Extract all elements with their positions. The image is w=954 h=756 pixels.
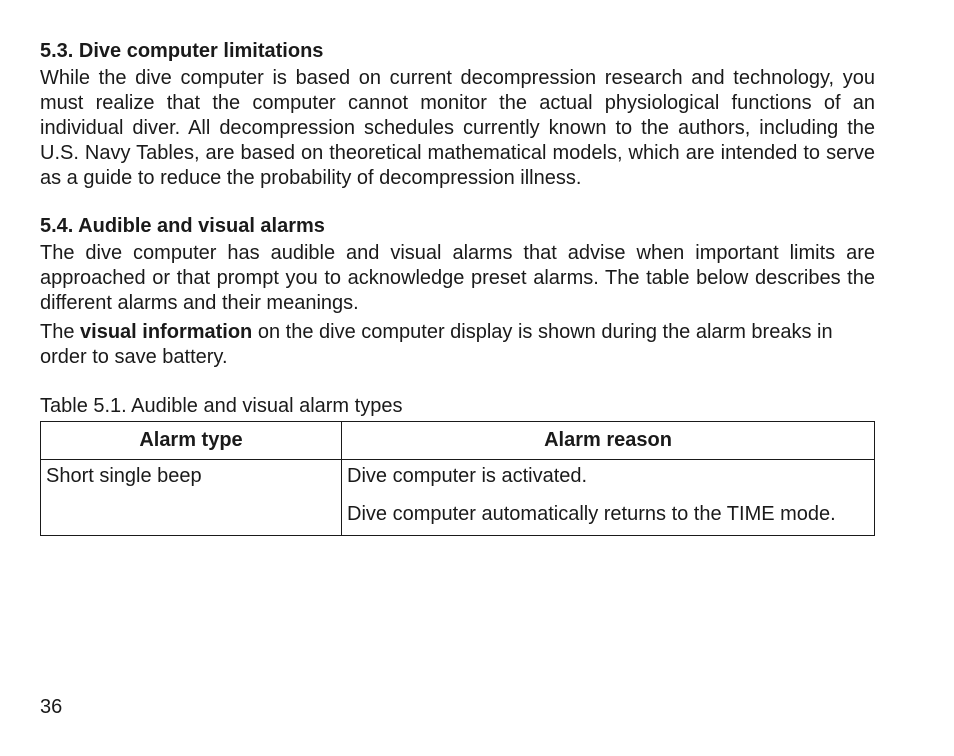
table-caption: Table 5.1. Audible and visual alarm types	[40, 395, 403, 417]
section-audible-visual-alarms	[40, 213, 875, 370]
table-row	[41, 460, 875, 536]
page-number: 36	[40, 696, 63, 718]
alarm-types-table	[40, 421, 875, 536]
section-paragraph: The dive computer has audible and visual alarms that advise when important limits are approached or that prompt you to acknowledge preset alarms. The table below describes the different alarms and their meanings.	[40, 242, 875, 314]
section-dive-computer-limitations	[40, 38, 875, 191]
document-page	[40, 38, 875, 536]
alarm-reason-cell	[342, 460, 875, 536]
paragraph-text: on the dive computer display is shown during the alarm breaks in order to save battery.	[40, 321, 833, 368]
alarm-reason-text: Dive computer is activated.	[347, 465, 588, 487]
alarm-type-text: Short single beep	[46, 465, 202, 487]
section-heading: 5.3. Dive computer limitations	[40, 40, 324, 62]
paragraph-text: The	[40, 321, 81, 343]
section-paragraph	[40, 320, 875, 370]
section-heading: 5.4. Audible and visual alarms	[40, 215, 325, 237]
section-paragraph: While the dive computer is based on current decompression research and technology, you must realize that the computer cannot monitor the actual physiological functions of an individual diver. All decompression schedules currently known to the authors, including the U.S. Navy Tables, are based on theoretical mathematical models, which are intended to serve as a guide to reduce the probability of decompression illness.	[40, 67, 875, 189]
emphasis-text: visual information	[80, 321, 253, 343]
alarm-reason-text: Dive computer automatically returns to the TIME mode.	[347, 503, 836, 525]
table-header-row	[41, 422, 875, 460]
column-header-alarm-reason: Alarm reason	[342, 422, 875, 460]
column-header-alarm-type: Alarm type	[41, 422, 342, 460]
alarm-type-cell	[41, 460, 342, 536]
